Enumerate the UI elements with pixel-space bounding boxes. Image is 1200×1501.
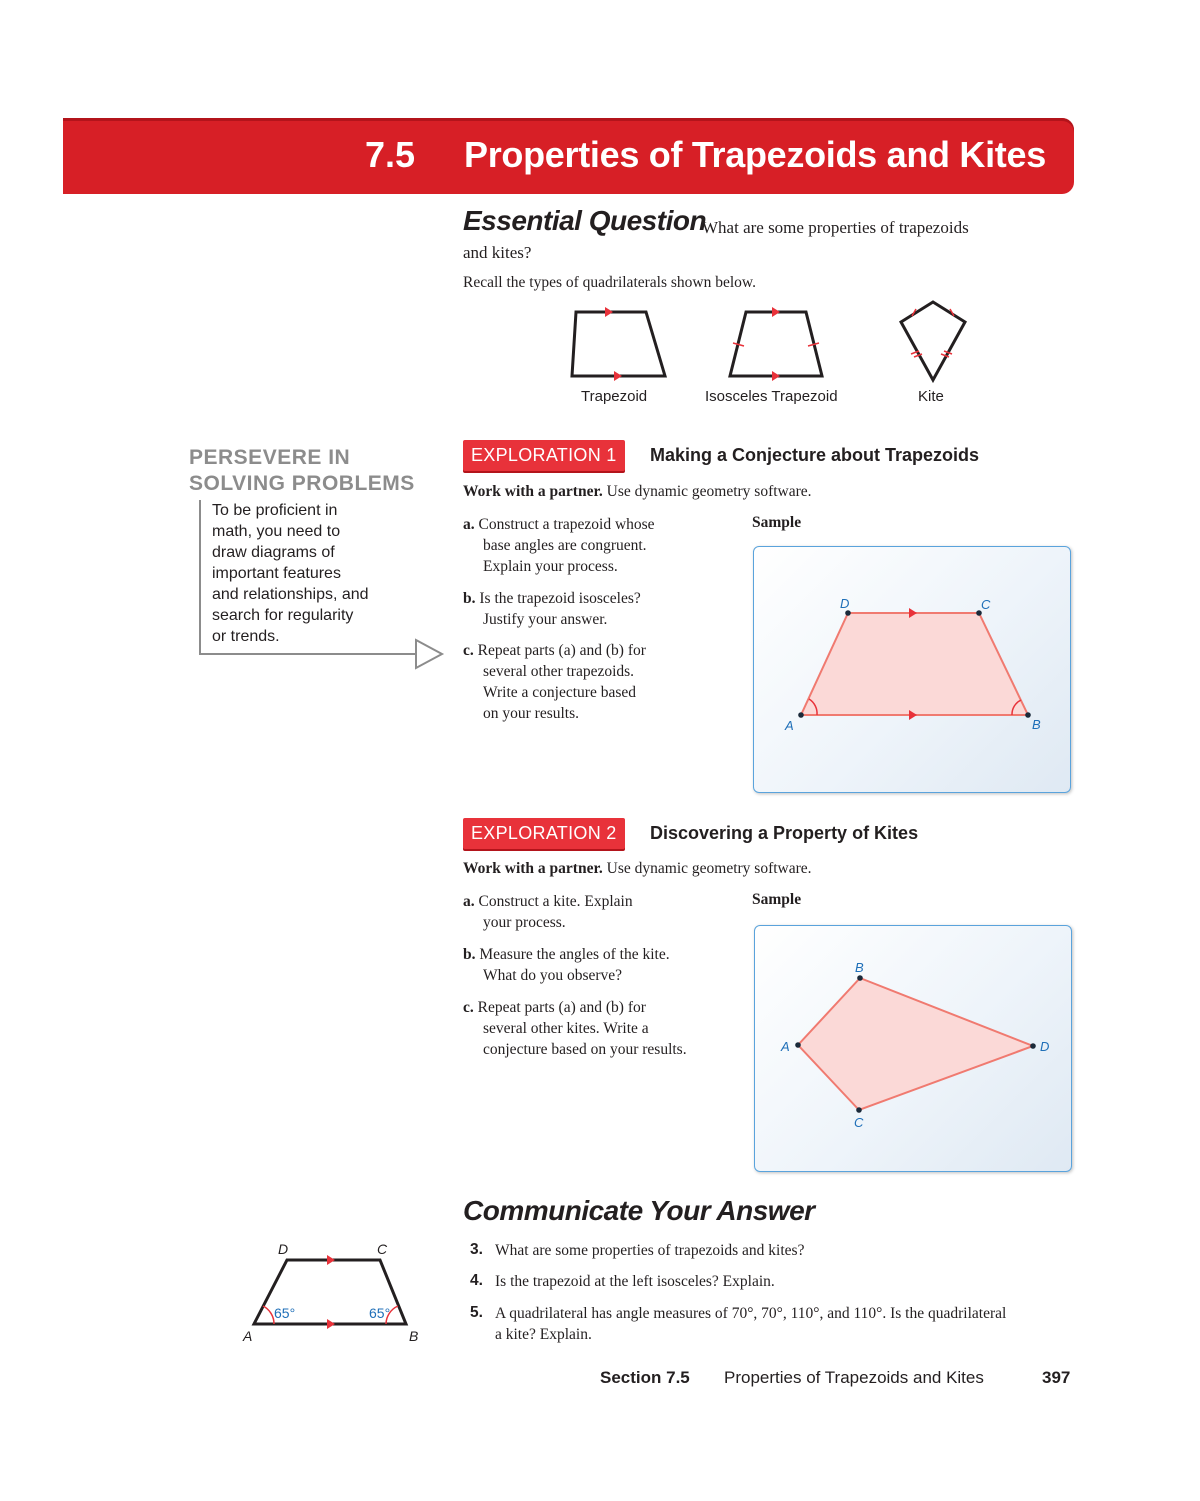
intro-text: Use dynamic geometry software. (606, 483, 812, 500)
question-4-number: 4. (470, 1272, 483, 1289)
vertex-b-point (1025, 712, 1031, 718)
parallel-marker (327, 1255, 335, 1265)
sample-trapezoid (801, 613, 1028, 715)
part-line: base angles are congruent. (483, 537, 647, 554)
question-5-number: 5. (470, 1304, 483, 1321)
sidebar-title-line-1: PERSEVERE IN (189, 446, 351, 469)
vertex-b-label: B (855, 960, 864, 975)
vertex-d-label: D (840, 596, 850, 611)
intro-bold: Work with a partner. (463, 860, 603, 877)
kite-sample-svg (755, 926, 1071, 1171)
part-line: Construct a trapezoid whose (478, 516, 655, 533)
sidebar-line: important features (212, 565, 341, 582)
exploration-2-part-a (463, 891, 633, 933)
essential-question-text-2: and kites? (463, 243, 532, 262)
page-number: 397 (1042, 1368, 1071, 1387)
vertex-d-label: D (278, 1241, 289, 1257)
part-label: c. (463, 642, 474, 659)
part-line: Construct a kite. Explain (478, 893, 633, 910)
angle-arc-a (263, 1306, 274, 1324)
exploration-2-intro (463, 860, 812, 878)
angle-a-label: 65° (274, 1305, 296, 1321)
question-5-line-1: A quadrilateral has angle measures of 70°, 70°, 110°, and 110°. Is the quadrilateral (495, 1305, 1007, 1322)
part-line: Explain your process. (483, 558, 618, 575)
part-line: your process. (483, 914, 566, 931)
intro-text: Use dynamic geometry software. (606, 860, 812, 877)
sample-kite (798, 978, 1033, 1110)
vertex-a-label: A (781, 1039, 790, 1054)
vertex-d-point (845, 610, 851, 616)
isosceles-trapezoid-label: Isosceles Trapezoid (705, 388, 838, 405)
exploration-1-title: Making a Conjecture about Trapezoids (650, 445, 980, 465)
sidebar-line: math, you need to (212, 523, 341, 540)
vertex-b-point (857, 975, 863, 981)
question-4-text: Is the trapezoid at the left isosceles? Explain. (495, 1273, 775, 1290)
vertex-b-label: B (1032, 717, 1041, 732)
vertex-a-point (798, 712, 804, 718)
vertex-a-label: A (785, 718, 794, 733)
part-line: several other kites. Write a (483, 1020, 649, 1037)
sidebar-line: and relationships, and (212, 586, 369, 603)
sidebar-line: To be proficient in (212, 502, 338, 519)
section-number: 7.5 (365, 134, 416, 175)
vertex-c-label: C (854, 1115, 864, 1130)
part-line: on your results. (483, 705, 580, 722)
exploration-1-part-b (463, 588, 641, 630)
part-line: Write a conjecture based (483, 684, 637, 701)
vertex-b-label: B (409, 1328, 419, 1344)
intro-bold: Work with a partner. (463, 483, 603, 500)
trapezoid-sample-svg (754, 547, 1070, 792)
part-label: a. (463, 893, 475, 910)
parallel-marker (327, 1319, 335, 1329)
sidebar-line: search for regularity (212, 607, 354, 624)
exploration-2-part-c (463, 997, 687, 1060)
vertex-d-label: D (1040, 1039, 1050, 1054)
sample-figure-trapezoid (753, 546, 1071, 793)
part-label: b. (463, 590, 476, 607)
sample-label-1: Sample (752, 514, 802, 531)
sample-label-2: Sample (752, 891, 802, 908)
communicate-heading: Communicate Your Answer (463, 1195, 815, 1226)
part-label: a. (463, 516, 475, 533)
part-line: Repeat parts (a) and (b) for (477, 999, 646, 1016)
sidebar-title (189, 445, 415, 497)
vertex-c-label: C (377, 1241, 388, 1257)
vertex-c-label: C (981, 597, 991, 612)
sidebar-line: or trends. (212, 628, 280, 645)
part-line: Measure the angles of the kite. (479, 946, 670, 963)
part-line: Repeat parts (a) and (b) for (477, 642, 646, 659)
part-line: conjecture based on your results. (483, 1041, 687, 1058)
sidebar-arrow-icon (194, 498, 446, 670)
exploration-2-badge: EXPLORATION 2 (463, 818, 625, 849)
angle-b-label: 65° (369, 1305, 391, 1321)
footer-section: Section 7.5 (600, 1368, 690, 1387)
trapezoid-shape (572, 307, 665, 381)
recall-text: Recall the types of quadrilaterals shown below. (463, 274, 756, 291)
isosceles-trapezoid-shape (730, 307, 822, 381)
exploration-2-title: Discovering a Property of Kites (650, 823, 919, 843)
exploration-1-intro (463, 483, 812, 501)
vertex-a-label: A (243, 1328, 253, 1344)
vertex-c-point (856, 1107, 862, 1113)
essential-question-text-1: What are some properties of trapezoids (702, 218, 969, 237)
exploration-1-badge: EXPLORATION 1 (463, 440, 625, 471)
vertex-d-point (1030, 1043, 1036, 1049)
part-line: What do you observe? (483, 967, 623, 984)
part-label: c. (463, 999, 474, 1016)
question-3-number: 3. (470, 1241, 483, 1258)
trapezoid-label: Trapezoid (581, 388, 648, 405)
exploration-2-part-b (463, 944, 670, 986)
trapezoid-65-figure (236, 1236, 426, 1348)
sidebar-title-line-2: SOLVING PROBLEMS (189, 472, 415, 495)
part-line: Is the trapezoid isosceles? (479, 590, 641, 607)
part-label: b. (463, 946, 476, 963)
footer-title: Properties of Trapezoids and Kites (724, 1368, 984, 1387)
question-5-text (495, 1303, 1006, 1345)
question-5-line-2: a kite? Explain. (495, 1326, 592, 1343)
quadrilateral-types-figure (560, 298, 980, 386)
vertex-a-point (795, 1042, 801, 1048)
part-line: Justify your answer. (483, 611, 608, 628)
kite-label: Kite (918, 388, 944, 405)
exploration-1-part-a (463, 514, 655, 577)
sidebar-line: draw diagrams of (212, 544, 335, 561)
exploration-1-part-c (463, 640, 646, 724)
sample-figure-kite (754, 925, 1072, 1172)
question-3-text: What are some properties of trapezoids and kites? (495, 1242, 805, 1259)
essential-question-label: Essential Question (463, 205, 707, 236)
part-line: several other trapezoids. (483, 663, 635, 680)
section-title: Properties of Trapezoids and Kites (464, 134, 1046, 175)
kite-shape (901, 302, 965, 380)
